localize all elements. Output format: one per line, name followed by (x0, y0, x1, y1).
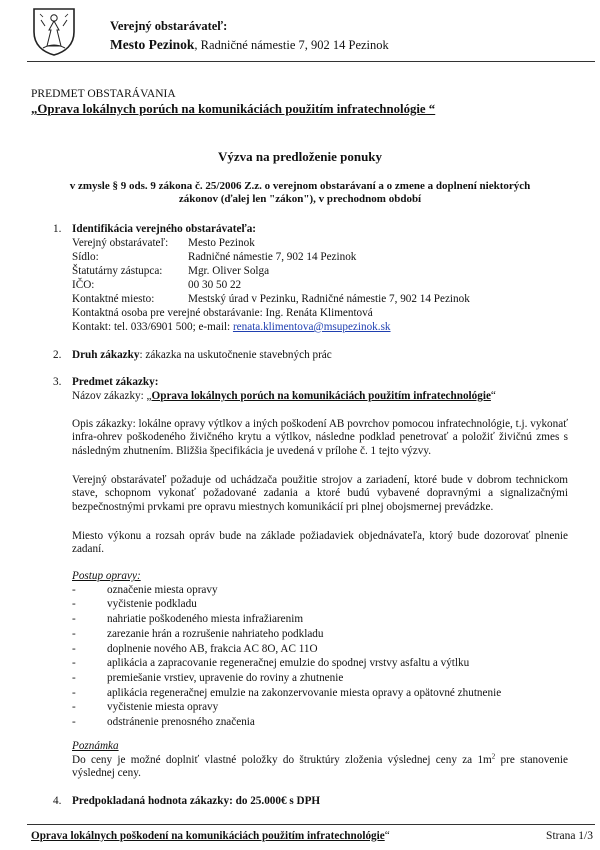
footer-rule (27, 824, 595, 825)
procedure-step: vyčistenie miesta opravy (107, 701, 219, 713)
section1-row (72, 293, 154, 306)
procedure-step: označenie miesta opravy (107, 584, 218, 596)
section2-number: 2. (53, 349, 62, 361)
tender-name-close: “ (490, 390, 496, 402)
section3-title: Predmet zákazky: (72, 376, 159, 388)
note-superscript: 2 (491, 752, 496, 761)
footer-title-line (31, 830, 390, 843)
procedure-step: doplnenie nového AB, frakcia AC 8O, AC 11O (107, 643, 318, 655)
section2-title: Druh zákazky (72, 349, 140, 361)
description-paragraph-1: Opis zákazky: lokálne opravy výtlkov a iných poškodení AB povrchov pomocou infratechnológie, t.j. vykonať infra-ohrev poškodeného živičného krytu a výtlkov, následne podklad penetrovať a položiť živičnú zmes s následným zhutnením. Bližšia špecifikácia je uvedená v prílohe č. 1 tejto výzvy. (72, 418, 568, 457)
section4-title: Predpokladaná hodnota zákazky: do 25.000€ s DPH (72, 795, 321, 807)
header-rule (27, 61, 595, 62)
tender-name-label: Názov zákazky: „ (72, 390, 152, 402)
list-dash: - (72, 716, 76, 728)
tender-name-line (72, 390, 496, 403)
row-label: Štatutárny zástupca: (72, 265, 163, 277)
page-title: Výzva na predloženie ponuky (217, 149, 383, 164)
list-dash: - (72, 613, 76, 625)
section1-number: 1. (53, 223, 62, 235)
row-label: Sídlo: (72, 251, 99, 263)
section2-line (72, 349, 332, 362)
header-address: , Radničné námestie 7, 902 14 Pezinok (194, 38, 389, 52)
note-text (72, 754, 568, 781)
procedure-step: aplikácia regeneračnej emulzie na zakonzervovanie miesta opravy a opätovné zhutnenie (107, 687, 502, 699)
section1-title: Identifikácia verejného obstarávateľa: (72, 223, 257, 235)
list-dash: - (72, 657, 76, 669)
section1-row (72, 265, 162, 278)
coat-of-arms-icon (31, 6, 77, 56)
tender-name-value: Oprava lokálnych porúch na komunikáciách použitím infratechnológie (151, 390, 491, 402)
procedure-step: nahriatie poškodeného miesta infražiarenim (107, 613, 304, 625)
contact-line (72, 321, 391, 334)
list-dash: - (72, 584, 76, 596)
header-address-line (110, 38, 389, 52)
section1-row (72, 251, 99, 264)
list-dash: - (72, 628, 76, 640)
header-name: Mesto Pezinok (110, 37, 195, 52)
description-paragraph-3: Miesto výkonu a rozsah opráv bude na základe požiadaviek objednávateľa, ktorý bude dozorovať plnenie zadaní. (72, 530, 568, 556)
row-label: IČO: (72, 279, 95, 291)
section1-row (72, 237, 168, 250)
page-number: Strana 1/3 (546, 830, 593, 842)
procedure-step: odstránenie prenosného značenia (107, 716, 255, 728)
section2-text: : zákazka na uskutočnenie stavebných prác (139, 349, 332, 361)
description-paragraph-2: Verejný obstarávateľ požaduje od uchádzača použitie strojov a zariadení, ktoré bude v dobrom technickom stave, schopnom vykonať požadované zadania a ktoré budú vybavené dopravnými a signalizačnými bezpečnostnými prvkami pre opravu miestnych komunikácií pri plnej obojsmernej prevádzke. (72, 474, 568, 513)
footer-close-quote: “ (384, 830, 390, 842)
note-text-part-1: Do ceny je možné doplniť vlastné položky do štruktúry zloženia výslednej ceny za 1m (72, 754, 492, 766)
row-label: Kontaktné miesto: (72, 293, 155, 305)
list-dash: - (72, 701, 76, 713)
list-dash: - (72, 687, 76, 699)
section4-number: 4. (53, 795, 62, 807)
row-value: 00 30 50 22 (188, 279, 242, 291)
procedure-title: Postup opravy: (72, 570, 141, 582)
note-title: Poznámka (72, 740, 119, 752)
section1-row (72, 279, 94, 292)
list-dash: - (72, 643, 76, 655)
row-value: Mesto Pezinok (188, 237, 255, 249)
contact-person: Kontaktná osoba pre verejné obstarávanie: Ing. Renáta Klimentová (72, 307, 373, 319)
procedure-step: zarezanie hrán a rozrušenie nahriateho podkladu (107, 628, 324, 640)
subject-label: PREDMET OBSTARÁVANIA (31, 88, 176, 100)
subject-title: „Oprava lokálnych porúch na komunikáciách použitím infratechnológie “ (31, 102, 436, 116)
list-dash: - (72, 672, 76, 684)
note-text-part-2: pre stanovenie výslednej ceny. (72, 754, 568, 780)
page-subtitle-2: zákonov (ďalej len "zákon"), v prechodnom období (178, 193, 422, 205)
footer-title: Oprava lokálnych poškodení na komunikáciách použitím infratechnológie (31, 830, 385, 842)
row-label: Verejný obstarávateľ: (72, 237, 169, 249)
procedure-step: vyčistenie podkladu (107, 598, 197, 610)
section3-number: 3. (53, 376, 62, 388)
row-value: Mgr. Oliver Solga (188, 265, 270, 277)
contact-prefix: Kontakt: tel. 033/6901 500; e-mail: (72, 321, 233, 333)
page-subtitle-1: v zmysle § 9 ods. 9 zákona č. 25/2006 Z.z. o verejnom obstarávaní a o zmene a doplnení niektorých (69, 180, 531, 192)
procedure-step: premiešanie vrstiev, upravenie do roviny a zhutnenie (107, 672, 344, 684)
row-value: Mestský úrad v Pezinku, Radničné námestie 7, 902 14 Pezinok (188, 293, 470, 305)
list-dash: - (72, 598, 76, 610)
email-link[interactable]: renata.klimentova@msupezinok.sk (232, 321, 391, 333)
row-value: Radničné námestie 7, 902 14 Pezinok (188, 251, 357, 263)
header-label: Verejný obstarávateľ: (110, 19, 228, 33)
procedure-step: aplikácia a zapracovanie regeneračnej emulzie do spodnej vrstvy asfaltu a výtlku (107, 657, 470, 669)
